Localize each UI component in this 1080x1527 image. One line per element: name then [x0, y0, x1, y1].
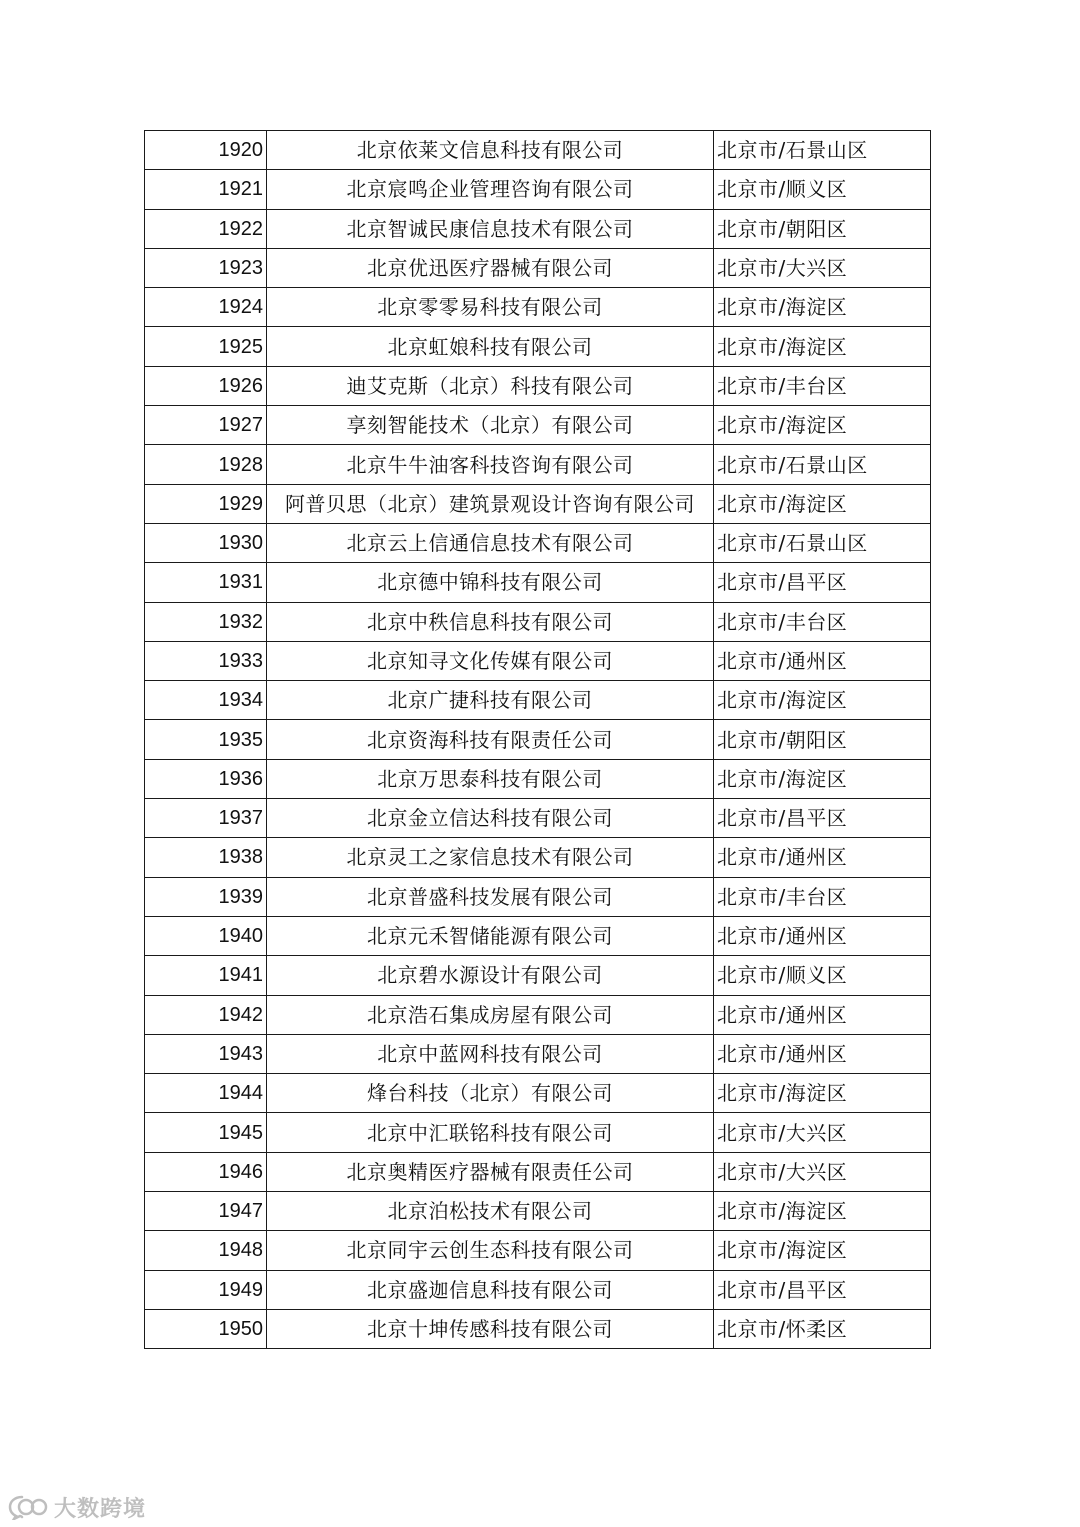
row-number: 1942 — [145, 995, 267, 1034]
watermark-text: 大数跨境 — [54, 1496, 147, 1522]
row-number: 1925 — [145, 327, 267, 366]
row-number: 1939 — [145, 877, 267, 916]
company-name: 北京泊松技术有限公司 — [267, 1192, 714, 1231]
company-location: 北京市/朝阳区 — [714, 209, 931, 248]
company-location: 北京市/大兴区 — [714, 1113, 931, 1152]
table-row — [145, 956, 931, 995]
table-row — [145, 995, 931, 1034]
table-row — [145, 1192, 931, 1231]
table-row — [145, 759, 931, 798]
row-number: 1940 — [145, 916, 267, 955]
table-row — [145, 602, 931, 641]
company-location: 北京市/通州区 — [714, 916, 931, 955]
company-location: 北京市/朝阳区 — [714, 720, 931, 759]
table-row — [145, 1034, 931, 1073]
table-row — [145, 1270, 931, 1309]
company-location: 北京市/海淀区 — [714, 406, 931, 445]
row-number: 1924 — [145, 288, 267, 327]
company-location: 北京市/通州区 — [714, 1034, 931, 1073]
company-name: 北京同宇云创生态科技有限公司 — [267, 1231, 714, 1270]
row-number: 1923 — [145, 248, 267, 287]
row-number: 1941 — [145, 956, 267, 995]
company-location: 北京市/海淀区 — [714, 1231, 931, 1270]
row-number: 1949 — [145, 1270, 267, 1309]
table-row — [145, 366, 931, 405]
row-number: 1933 — [145, 641, 267, 680]
company-location: 北京市/丰台区 — [714, 877, 931, 916]
row-number: 1944 — [145, 1074, 267, 1113]
table-row — [145, 209, 931, 248]
table-row — [145, 563, 931, 602]
company-location: 北京市/石景山区 — [714, 445, 931, 484]
table-row — [145, 445, 931, 484]
table-row — [145, 327, 931, 366]
row-number: 1947 — [145, 1192, 267, 1231]
company-location: 北京市/海淀区 — [714, 759, 931, 798]
company-location: 北京市/海淀区 — [714, 288, 931, 327]
company-name: 北京盛迦信息科技有限公司 — [267, 1270, 714, 1309]
company-name: 北京依莱文信息科技有限公司 — [267, 131, 714, 170]
company-name: 北京宸鸣企业管理咨询有限公司 — [267, 170, 714, 209]
company-location: 北京市/海淀区 — [714, 327, 931, 366]
company-name: 北京灵工之家信息技术有限公司 — [267, 838, 714, 877]
company-location: 北京市/昌平区 — [714, 1270, 931, 1309]
table-row — [145, 838, 931, 877]
company-location: 北京市/大兴区 — [714, 248, 931, 287]
table-body — [145, 131, 931, 1349]
company-name: 北京优迅医疗器械有限公司 — [267, 248, 714, 287]
company-location: 北京市/海淀区 — [714, 681, 931, 720]
table-row — [145, 720, 931, 759]
company-location: 北京市/海淀区 — [714, 1192, 931, 1231]
company-location: 北京市/海淀区 — [714, 1074, 931, 1113]
row-number: 1929 — [145, 484, 267, 523]
table-row — [145, 170, 931, 209]
table-row — [145, 1113, 931, 1152]
company-location: 北京市/海淀区 — [714, 484, 931, 523]
row-number: 1928 — [145, 445, 267, 484]
watermark — [8, 1490, 146, 1524]
company-location: 北京市/通州区 — [714, 995, 931, 1034]
company-location: 北京市/通州区 — [714, 838, 931, 877]
company-name: 北京零零易科技有限公司 — [267, 288, 714, 327]
company-location: 北京市/昌平区 — [714, 799, 931, 838]
table-row — [145, 406, 931, 445]
company-location: 北京市/丰台区 — [714, 366, 931, 405]
table-row — [145, 641, 931, 680]
company-name: 北京碧水源设计有限公司 — [267, 956, 714, 995]
company-location: 北京市/顺义区 — [714, 956, 931, 995]
table-row — [145, 877, 931, 916]
table-row — [145, 799, 931, 838]
company-name: 迪艾克斯（北京）科技有限公司 — [267, 366, 714, 405]
table-row — [145, 288, 931, 327]
table-row — [145, 131, 931, 170]
row-number: 1948 — [145, 1231, 267, 1270]
company-name: 北京元禾智储能源有限公司 — [267, 916, 714, 955]
row-number: 1921 — [145, 170, 267, 209]
row-number: 1945 — [145, 1113, 267, 1152]
company-name: 北京金立信达科技有限公司 — [267, 799, 714, 838]
company-name: 北京资海科技有限责任公司 — [267, 720, 714, 759]
company-location: 北京市/丰台区 — [714, 602, 931, 641]
table-row — [145, 1152, 931, 1191]
row-number: 1926 — [145, 366, 267, 405]
company-name: 北京云上信通信息技术有限公司 — [267, 523, 714, 562]
company-name: 北京中蓝网科技有限公司 — [267, 1034, 714, 1073]
company-name: 北京十坤传感科技有限公司 — [267, 1309, 714, 1348]
table-row — [145, 1074, 931, 1113]
chat-bubble-icon — [8, 1494, 48, 1520]
table-row — [145, 1231, 931, 1270]
company-name: 北京智诚民康信息技术有限公司 — [267, 209, 714, 248]
company-location: 北京市/昌平区 — [714, 563, 931, 602]
company-name: 北京虹娘科技有限公司 — [267, 327, 714, 366]
row-number: 1946 — [145, 1152, 267, 1191]
company-location: 北京市/怀柔区 — [714, 1309, 931, 1348]
company-name: 北京浩石集成房屋有限公司 — [267, 995, 714, 1034]
company-name: 北京奥精医疗器械有限责任公司 — [267, 1152, 714, 1191]
row-number: 1934 — [145, 681, 267, 720]
row-number: 1932 — [145, 602, 267, 641]
table-row — [145, 484, 931, 523]
table-row — [145, 916, 931, 955]
company-name: 北京牛牛油客科技咨询有限公司 — [267, 445, 714, 484]
row-number: 1937 — [145, 799, 267, 838]
row-number: 1935 — [145, 720, 267, 759]
company-location: 北京市/通州区 — [714, 641, 931, 680]
row-number: 1936 — [145, 759, 267, 798]
company-location: 北京市/石景山区 — [714, 523, 931, 562]
company-name: 北京普盛科技发展有限公司 — [267, 877, 714, 916]
table-row — [145, 1309, 931, 1348]
company-table — [144, 130, 931, 1349]
row-number: 1922 — [145, 209, 267, 248]
table-row — [145, 523, 931, 562]
row-number: 1938 — [145, 838, 267, 877]
company-name: 北京万思泰科技有限公司 — [267, 759, 714, 798]
company-name: 烽台科技（北京）有限公司 — [267, 1074, 714, 1113]
table-row — [145, 248, 931, 287]
row-number: 1931 — [145, 563, 267, 602]
company-name: 北京德中锦科技有限公司 — [267, 563, 714, 602]
row-number: 1950 — [145, 1309, 267, 1348]
row-number: 1943 — [145, 1034, 267, 1073]
company-name: 北京广捷科技有限公司 — [267, 681, 714, 720]
company-name: 享刻智能技术（北京）有限公司 — [267, 406, 714, 445]
company-name: 北京中汇联铭科技有限公司 — [267, 1113, 714, 1152]
company-location: 北京市/顺义区 — [714, 170, 931, 209]
company-name: 北京中秩信息科技有限公司 — [267, 602, 714, 641]
table-row — [145, 681, 931, 720]
company-name: 北京知寻文化传媒有限公司 — [267, 641, 714, 680]
row-number: 1930 — [145, 523, 267, 562]
company-location: 北京市/大兴区 — [714, 1152, 931, 1191]
company-location: 北京市/石景山区 — [714, 131, 931, 170]
company-name: 阿普贝思（北京）建筑景观设计咨询有限公司 — [267, 484, 714, 523]
row-number: 1927 — [145, 406, 267, 445]
row-number: 1920 — [145, 131, 267, 170]
